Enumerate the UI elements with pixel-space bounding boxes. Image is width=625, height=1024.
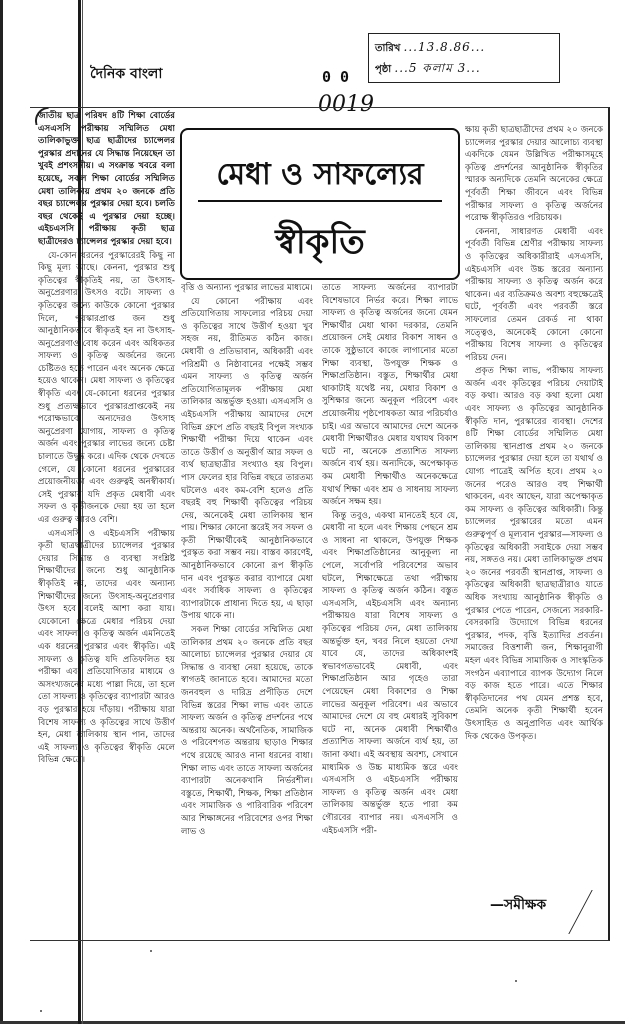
article-column-3 — [322, 282, 458, 932]
column-paragraph: প্রকৃত শিক্ষা লাভ, পরীক্ষায় সাফল্য অর্জন এবং কৃতিত্বের পরিচয় দেয়াটাই বড় কথা। আরও বড় কথা হলো মেধা এবং সাফল্য ও কৃতিত্বের আনুষ্ঠানিক স্বীকৃতি দান, পুরস্কারের ব্যবস্থা। দেশের ৪টি শিক্ষা বোর্ডের সম্মিলিত মেধা তালিকায় স্থানপ্রাপ্ত প্রথম ২০ জনকে চ্যান্সেলর পুরস্কার দেয়া হলে তা যথার্থ ও যোগ্য পাত্রেই অর্পিত হবে। প্রথম ২০ জনের পরেও আরও বহু শিক্ষার্থী থাকবেন, এবং আছেন, যারা অপেক্ষাকৃত কম সাফল্য ও কৃতিত্বের অধিকারী। কিন্তু চ্যান্সেলর পুরস্কারের মতো এমন গুরুত্বপূর্ণ ও মূল্যবান পুরস্কার—সাফল্য ও কৃতিত্বের অধিকারী সবাইকে দেয়া সম্ভব নয়, সঙ্গতও নয়। মেধা তালিকাভুক্ত প্রথম ২০ জনের পরবর্তী স্থানপ্রাপ্ত, সাফল্য ও কৃতিত্বের অধিকারী ছাত্রছাত্রীরাও যাতে অধিক সংখ্যায় আনুষ্ঠানিক স্বীকৃতি ও পুরস্কার পেতে পারেন, সেজন্যে সরকারি-বেসরকারি উদ্যোগে বিভিন্ন ধরনের পুরস্কার, পদক, বৃত্তি ইত্যাদির প্রবর্তন। সমাজের বিত্তশালী জন, শিক্ষানুরাগী মহল এবং বিভিন্ন সামাজিক ও সাংস্কৃতিক সংগঠন এব্যাপারে ব্যাপক উদ্যোগ নিলে বড় কাজ হতে পারে। এতে শিক্ষার স্বীকৃতিদানের পথ যেমন প্রশস্ত হবে, তেমনি অনেক কৃতী শিক্ষার্থী হবেন উৎসাহিত ও অনুপ্রাণিত এবং আর্থিক দিক থেকেও উপকৃত। — [465, 366, 603, 742]
stamp-page-value: ...5 কলাম 3... — [394, 61, 481, 75]
stamp-date-label: তারিখ — [375, 43, 401, 54]
headline-box — [180, 128, 460, 280]
column-paragraph: এসএসসি ও এইচএসসি পরীক্ষায় কৃতী ছাত্রছাত্রীদের চ্যান্সেলর পুরস্কার দেয়ার সিদ্ধান্ত ও ব্যবস্থা সংশ্লিষ্ট শিক্ষার্থীদের জন্যে শুধু আনুষ্ঠানিক স্বীকৃতিই নয়, তাদের এবং অন্যান্য শিক্ষার্থীদের জন্যে উৎসাহ-অনুপ্রেরণার উৎস হবে বলেই আশা করা যায়। যেকোনো ক্ষেত্রে মেধার পরিচয় দেয়া এবং সাফল্য ও কৃতিত্ব অর্জন এমনিতেই এক ধরনের পুরস্কার এবং স্বীকৃতি। এই সাফল্য ও কৃতিত্ব যদি প্রতিফলিত হয় পরীক্ষা এবং প্রতিযোগিতার মাধ্যমে ও অসংখ্যজনের মধ্যে পাল্লা দিয়ে, তা হলে তো সাফল্য ও কৃতিত্বের ব্যাপারটা আরও বড় পুরস্কার হয়ে দাঁড়ায়। পরীক্ষায় যারা বিশেষ সাফল্য ও কৃতিত্বের সাথে উত্তীর্ণ হন, মেধা তালিকায় স্থান পান, তাদের এই সাফল্য ও কৃতিত্বের স্বীকৃতি মেলে বিভিন্ন ক্ষেত্রে। — [38, 528, 175, 766]
column-paragraph: কেননা, সাধারণত মেধাবী এবং পূর্ববর্তী বিভিন্ন শ্রেণীর পরীক্ষায় সাফল্য ও কৃতিত্বের অধিকারীরাই এসএসসি, এইচএসসি এবং উচ্চ স্তরের অন্যান্য পরীক্ষায় সাফল্য ও কৃতিত্ব অর্জন করে থাকেন। এর ব্যতিক্রমও অবশ্য বহুক্ষেত্রেই ঘটে, পূর্ববর্তী এবং পরবর্তী স্তরে সাফল্যের তেমন রেকর্ড না থাকা সত্ত্বেও, অনেকেই কোনো কোনো পরীক্ষায় বিশেষ সাফল্য ও কৃতিত্বের পরিচয় দেন। — [465, 226, 603, 363]
stamp-date-row — [375, 40, 485, 58]
scan-speck — [515, 980, 517, 982]
column-paragraph: কিন্তু তবুও, একথা মানতেই হবে যে, মেধাবী না হলে এবং শিক্ষায় পেছনে শ্রম ও সাধনা না থাকলে, উপযুক্ত শিক্ষক এবং শিক্ষাপ্রতিষ্ঠানের আনুকূল্য না পেলে, সর্বোপরি পরিবেশের অভাব ঘটলে, শিক্ষাক্ষেত্রে তথা পরীক্ষায় সাফল্য ও কৃতিত্ব অর্জন কঠিন। বস্তুত এসএসসি, এইচএসসি এবং অন্যান্য পরীক্ষায়ও যারা বিশেষ সাফল্য ও কৃতিত্বের পরিচয় দেন, মেধা তালিকায় অন্তর্ভুক্ত হন, খবর নিলে হয়তো দেখা যাবে যে, তাদের অধিকাংশই স্বভাবগতভাবেই মেধাবী, এবং শিক্ষাপ্রতিষ্ঠান আর গৃহেও তারা পেয়েছেন মেধা বিকাশের ও শিক্ষা লাভের অনুকূল পরিবেশ। এর অভাবে আমাদের দেশে যে বহু মেধারই সুবিকাশ ঘটে না, অনেক মেধাবী শিক্ষার্থীও প্রত্যাশিত সাফল্য অর্জনে ব্যর্থ হয়, তা জানা কথা। এই অবস্থায় অবশ্য, সেখানে মাধ্যমিক ও উচ্চ মাধ্যমিক স্তরে এবং এসএসসি ও এইচএসসি পরীক্ষায় সাফল্য ও কৃতিত্ব অর্জন এবং মেধা তালিকায় অন্তর্ভুক্ত হতে পারা কম গৌরবের ব্যাপার নয়। এসএসসি ও এইচএসসি পরী- — [322, 510, 458, 836]
stamp-page-row — [375, 60, 481, 80]
column-paragraph: যে কোনো পরীক্ষায় এবং প্রতিযোগিতায় সাফল্যের পরিচয় দেয়া ও কৃতিত্বের সাথে উত্তীর্ণ হওয়া খুব সহজ নয়, রীতিমত কঠিন কাজ। মেধাবী ও প্রতিভাবান, অধিকারী এবং পরিশ্রমী ও নিষ্ঠাবানের পক্ষেই সম্ভব এমন সাফল্য ও কৃতিত্ব অর্জন প্রতিযোগিতামূলক পরীক্ষায় মেধা তালিকার অন্তর্ভুক্ত হওয়া। এসএসসি ও এইচএসসি পরীক্ষায় আমাদের দেশে বিভিন্ন গ্রুপে প্রতি বছরই বিপুল সংখ্যক শিক্ষার্থী পরীক্ষা দিয়ে থাকেন এবং তাতে উত্তীর্ণ ও অনুত্তীর্ণ আর সফল ও ব্যর্থ ছাত্রছাত্রীর সংখ্যাও হয় বিপুল। পাস ফেলের হার বিভিন্ন বছরে তারতম্য ঘটলেও এবং কম-বেশি হলেও প্রতি বছরই বহু শিক্ষার্থী কৃতিত্বের পরিচয় দেয়, অনেকেই মেধা তালিকায় স্থান পায়। শিক্ষার কোনো স্তরেই সব সফল ও কৃতী শিক্ষার্থীকেই আনুষ্ঠানিকভাবে পুরস্কৃত করা সম্ভব নয়। বাস্তব কারণেই, আনুষ্ঠানিকভাবে কোনো রূপ স্বীকৃতি দান এবং পুরস্কৃত করার ব্যাপারে মেধা এবং সর্বাধিক সাফল্য ও কৃতিত্বের ব্যাপারটাকে প্রাধান্য দিতে হয়, এ ছাড়া উপায় থাকে না। — [181, 296, 313, 622]
page-marker: 0 0 — [322, 68, 350, 86]
column-paragraph: তাতে সাফল্য অর্জনের ব্যাপারটা বিশেষভাবে নির্ভর করে। শিক্ষা লাভে সাফল্য ও কৃতিত্ব অর্জনের জন্যে যেমন শিক্ষার্থীর মেধা থাকা দরকার, তেমনি প্রয়োজন সেই মেধার বিকাশ সাধন ও তাকে সুষ্ঠুভাবে কাজে লাগানোর মতো শিক্ষা ব্যবস্থা, উপযুক্ত শিক্ষক ও শিক্ষাপ্রতিষ্ঠান। বস্তুত, শিক্ষার্থীর মেধা থাকাটাই যথেষ্ট নয়, মেধার বিকাশ ও সুশিক্ষার জন্যে অনুকূল পরিবেশ এবং প্রয়োজনীয় পৃষ্ঠপোষকতা আর পরিচর্যাও চাই। এর অভাবে আমাদের দেশে অনেক মেধাবী শিক্ষার্থীরও মেধার যথাযথ বিকাশ ঘটে না, অনেকে প্রত্যাশিত সাফল্য অর্জনে ব্যর্থ হয়। অন্যদিকে, অপেক্ষাকৃত কম মেধাবী শিক্ষার্থীও অনেকক্ষেত্রে যথার্থ শিক্ষা এবং শ্রম ও সাধনায় সাফল্য অর্জনে সক্ষম হয়। — [322, 283, 458, 508]
column-paragraph: যে-কোন ধরনের পুরস্কারেরই কিছু না কিছু মূল্য আছে। কেননা, পুরস্কার শুধু কৃতিত্বের স্বীকৃতিই নয়, তা উৎসাহ-অনুপ্রেরণার উৎসও বটে। সাফল্য ও কৃতিত্বের জন্যে কাউকে কোনো পুরস্কার দিলে, পুরস্কারপ্রাপ্ত জন শুধু আনুষ্ঠানিকভাবে স্বীকৃতই হন না উৎসাহ-অনুপ্রেরণাও বোধ করেন এবং অধিকতর সাফল্য ও কৃতিত্ব অর্জনের জন্যে চেষ্টিতও হতে পারেন এবং অনেক ক্ষেত্রে হয়েও থাকেন। মেধা সাফল্য ও কৃতিত্বের স্বীকৃতি এবং যে-কোনো ধরনের পুরস্কার শুধু প্রত্যক্ষভাবে পুরস্কারপ্রাপ্তকেই নয় পরোক্ষভাবে অন্যদেরও উৎসাহ অনুপ্রেরণা যোগায়, সাফল্য ও কৃতিত্ব অর্জন এবং পুরস্কার লাভের জন্যে চেষ্টা চালাতে উদ্বুদ্ধ করে। এদিক থেকে দেখতে গেলে, যে কোনো ধরনের পুরস্কারের প্রয়োজনীয়তা এবং গুরুত্বই অনস্বীকার্য। সেই পুরস্কার যদি প্রকৃত মেধাবী এবং সফল ও কৃতীজনকে দেয়া হয় তা হলে এর গুরুত্ব আরও বেশি। — [38, 250, 175, 525]
headline-line1: মেধা ও সাফল্যের — [216, 157, 424, 192]
column-paragraph: বৃত্তি ও অন্যান্য পুরস্কার লাভের মাধ্যমে। — [181, 283, 313, 293]
column-paragraph: জাতীয় ছাত্র পরিষদ ৪টি শিক্ষা বোর্ডের এসএসসি পরীক্ষায় সম্মিলিত মেধা তালিকাভুক্ত ছাত্র ছাত্রীদের চ্যান্সেলর পুরস্কার প্রদানের যে সিদ্ধান্ত নিয়েছেন তা খুবই প্রশংসনীয়। এ সংক্রান্ত খবরে বলা হয়েছে, সকল শিক্ষা বোর্ডের সম্মিলিত মেধা তালিকায় প্রথম ২০ জনকে প্রতি বছর চ্যান্সেলর পুরস্কার দেয়া হবে। চলতি বছর থেকেই এ পুরস্কার দেয়া হচ্ছে। এইচএসসি পরীক্ষায় কৃতী ছাত্র ছাত্রীদেরও চ্যান্সেলর পুরস্কার দেয়া হবে। — [38, 111, 175, 247]
article-column-2 — [181, 282, 313, 932]
scan-speck — [40, 1010, 42, 1012]
article-column-1 — [38, 110, 175, 910]
stamp-date-value: ...13.8.86... — [403, 40, 486, 54]
archive-stamp — [368, 33, 560, 83]
column-paragraph: ক্ষায় কৃতী ছাত্রছাত্রীদের প্রথম ২০ জনকে চ্যান্সেলর পুরস্কার দেয়ার আলোচ্য ব্যবস্থা একদিকে যেমন উল্লিখিত পরীক্ষাসমূহে কৃতিত্ব প্রদর্শনের আনুষ্ঠানিক স্বীকৃতির স্মারক অন্যদিকে তেমনি অনেকের ক্ষেত্রে পূর্ববর্তী শিক্ষা জীবনে এবং বিভিন্ন পরীক্ষার সাফল্য ও কৃতিত্ব অর্জনের পরোক্ষ স্বীকৃতিরও পরিচায়ক। — [465, 125, 603, 224]
stamp-page-label: পৃষ্ঠা — [375, 64, 392, 75]
column-paragraph: সকল শিক্ষা বোর্ডের সম্মিলিত মেধা তালিকার প্রথম ২০ জনকে প্রতি বছর আলোচ্য চ্যান্সেলর পুরস্কার দেয়ার যে সিদ্ধান্ত ও ব্যবস্থা নেয়া হয়েছে, তাকে স্বাগতই জানাতে হবে। আমাদের মতো জনবহুল ও দারিদ্র প্রপীড়িত দেশে বিভিন্ন স্তরের শিক্ষা লাভ এবং তাতে সাফল্য অর্জন ও কৃতিত্ব প্রদর্শনের পথে অন্তরায় অনেক। অর্থনৈতিক, সামাজিক ও পরিবেশগত অন্তরায় ছাড়াও শিক্ষার পথে রয়েছে আরও নানা ধরনের বাধা। শিক্ষা লাভ এবং তাতে সাফল্য অর্জনের ব্যাপারটা অনেকখানি নির্ভরশীল। বস্তুতে, শিক্ষার্থী, শিক্ষক, শিক্ষা প্রতিষ্ঠান এবং সামাজিক ও পারিবারিক পরিবেশ আর শিক্ষাঙ্গনের পরিবেশের ওপর শিক্ষা লাভ ও — [181, 625, 313, 837]
newspaper-name: দৈনিক বাংলা — [90, 66, 163, 82]
article-byline: —সমীক্ষক — [490, 897, 547, 913]
scan-speck — [150, 950, 152, 952]
scan-edge — [0, 0, 3, 1024]
handwritten-archive-number: 0019 — [318, 92, 374, 117]
headline-line2: স্বীকৃতি — [275, 222, 365, 262]
headline-rule — [198, 200, 442, 202]
article-column-4 — [465, 124, 603, 884]
